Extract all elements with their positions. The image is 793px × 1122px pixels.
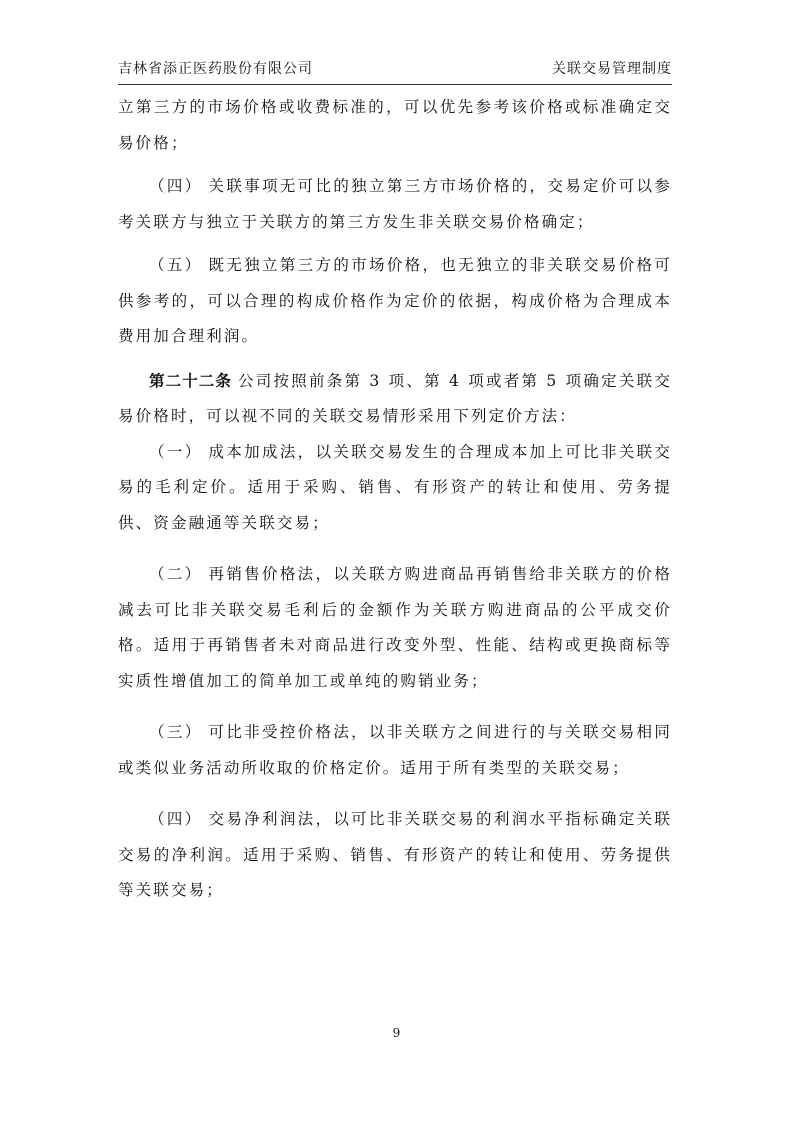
clause-4 xyxy=(118,169,672,240)
clause-text: 可比非受控价格法，以非关联方之间进行的与关联交易相同或类似业务活动所收取的价格定价。适用于所有类型的关联交易； xyxy=(118,723,673,777)
clause-text: 成本加成法，以关联交易发生的合理成本加上可比非关联交易的毛利定价。适用于采购、销售、有形资产的转让和使用、劳务提供、资金融通等关联交易； xyxy=(118,442,673,532)
paragraph-text: 立第三方的市场价格或收费标准的，可以优先参考该价格或标准确定交易价格； xyxy=(118,98,672,152)
clause-number: （五） xyxy=(149,256,203,274)
method-1 xyxy=(118,435,672,542)
clause-text: 交易净利润法，以可比非关联交易的利润水平指标确定关联交易的净利润。适用于采购、销售、有形资产的转让和使用、劳务提供等关联交易； xyxy=(118,810,673,899)
clause-text: 关联事项无可比的独立第三方市场价格的，交易定价可以参考关联方与独立于关联方的第三方发生非关联交易价格确定； xyxy=(118,177,673,231)
clause-text: 既无独立第三方的市场价格，也无独立的非关联交易价格可供参考的，可以合理的构成价格作为定价的依据，构成价格为合理成本费用加合理利润。 xyxy=(118,256,673,345)
article-22 xyxy=(118,363,672,435)
method-2 xyxy=(118,557,672,699)
header-company-name: 吉林省添正医药股份有限公司 xyxy=(118,61,313,77)
method-4 xyxy=(118,802,672,909)
article-text: 公司按照前条第 3 项、第 4 项或者第 5 项确定关联交易价格时，可以视不同的关联交易情形采用下列定价方法： xyxy=(118,371,672,425)
clause-number: （三） xyxy=(149,723,203,741)
document-body xyxy=(118,90,672,909)
clause-text: 再销售价格法，以关联方购进商品再销售给非关联方的价格减去可比非关联交易毛利后的金额作为关联方购进商品的公平成交价格。适用于再销售者未对商品进行改变外型、性能、结构或更换商标等实质性增值加工的简单加工或单纯的购销业务； xyxy=(118,565,673,690)
clause-number: （二） xyxy=(149,565,203,583)
clause-5 xyxy=(118,248,672,355)
clause-number: （四） xyxy=(149,810,203,828)
paragraph-continued xyxy=(118,90,672,161)
article-number: 第二十二条 xyxy=(149,370,232,390)
page-number: 9 xyxy=(392,1026,401,1040)
header-document-title: 关联交易管理制度 xyxy=(552,61,672,77)
clause-number: （一） xyxy=(149,442,203,461)
method-3 xyxy=(118,715,672,786)
clause-number: （四） xyxy=(149,177,203,195)
page-header xyxy=(118,56,672,85)
